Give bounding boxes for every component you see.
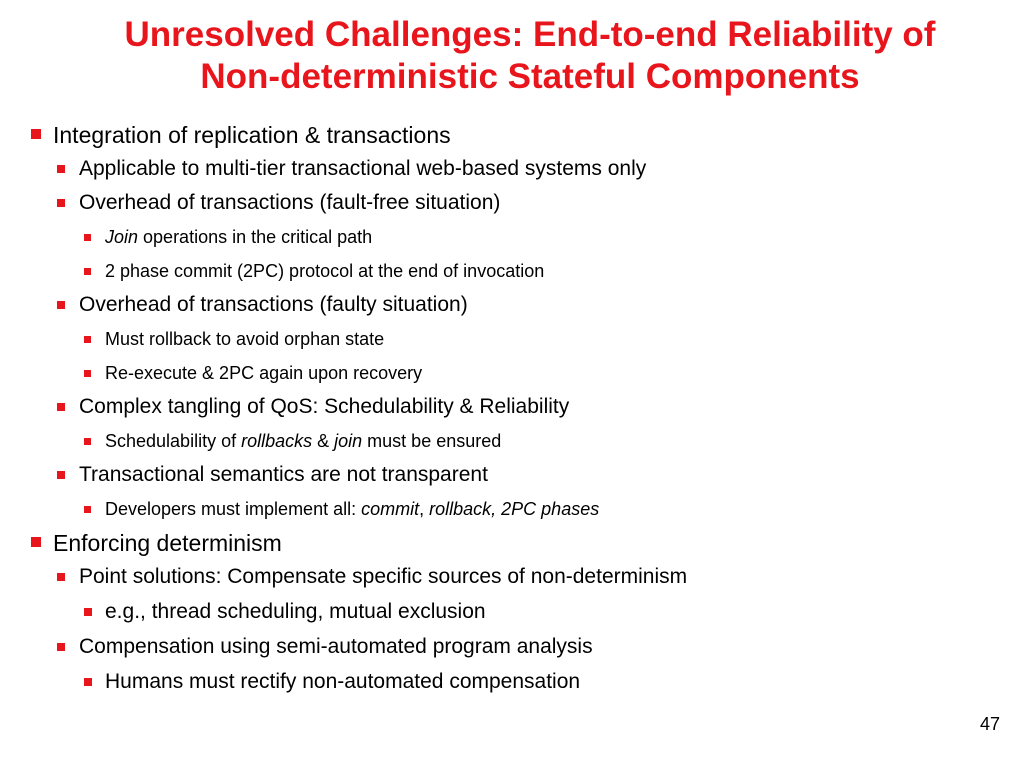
slide-title [60,14,1000,98]
square-bullet-icon [57,165,65,173]
square-bullet-icon [84,268,91,275]
square-bullet-icon [31,129,41,139]
square-bullet-icon [84,506,91,513]
bullet-applicable [28,152,998,186]
bullet-text: Humans must rectify non-automated compensation [105,670,581,693]
bullet-text: Compensation using semi-automated program analysis [79,635,593,658]
bullet-text: Enforcing determinism [53,530,282,556]
bullet-text: , [419,499,430,519]
bullet-text: Schedulability of [105,431,242,451]
bullet-text: & [312,431,335,451]
square-bullet-icon [57,301,65,309]
bullet-developers-must [28,492,998,526]
bullet-text: must be ensured [362,431,502,451]
bullet-text: Integration of replication & transactions [53,122,451,148]
bullet-text: Applicable to multi-tier transactional web-based systems only [79,157,647,180]
bullet-complex-tangling [28,390,998,424]
bullet-compensation-analysis [28,630,998,664]
bullet-text-italic: rollback, 2PC phases [429,499,600,519]
square-bullet-icon [84,438,91,445]
square-bullet-icon [84,336,91,343]
bullet-overhead-fault-free [28,186,998,220]
bullet-text: Developers must implement all: [105,499,362,519]
bullet-text-italic: join [334,431,363,451]
bullet-transactional-semantics [28,458,998,492]
square-bullet-icon [57,643,65,651]
square-bullet-icon [84,370,91,377]
slide-title-line1: Unresolved Challenges: End-to-end Reliability of [124,15,936,54]
square-bullet-icon [31,537,41,547]
bullet-text-italic: Join [105,227,139,247]
bullet-point-solutions [28,560,998,594]
bullet-text-italic: rollbacks [241,431,313,451]
bullet-text: Point solutions: Compensate specific sources of non-determinism [79,565,688,588]
bullet-overhead-faulty [28,288,998,322]
slide-title-line2: Non-deterministic Stateful Components [200,57,860,96]
bullet-2pc-protocol [28,254,998,288]
bullet-text: Transactional semantics are not transparent [79,463,488,486]
bullet-re-execute [28,356,998,390]
square-bullet-icon [57,403,65,411]
bullet-text: Overhead of transactions (fault-free situation) [79,191,501,214]
square-bullet-icon [84,234,91,241]
bullet-enforcing-determinism [28,526,998,560]
square-bullet-icon [57,573,65,581]
page-number: 47 [979,714,1000,734]
square-bullet-icon [57,199,65,207]
bullet-text: e.g., thread scheduling, mutual exclusion [105,600,486,623]
bullet-text-italic: commit [361,499,420,519]
bullet-join-operations [28,220,998,254]
bullet-must-rollback [28,322,998,356]
bullet-eg-thread-scheduling [28,594,998,630]
bullet-list [28,118,998,700]
square-bullet-icon [84,678,92,686]
bullet-text: operations in the critical path [138,227,373,247]
bullet-text: Must rollback to avoid orphan state [105,329,385,349]
bullet-text: 2 phase commit (2PC) protocol at the end of invocation [105,261,545,281]
bullet-humans-rectify [28,664,998,700]
bullet-text: Complex tangling of QoS: Schedulability & Reliability [79,395,570,418]
square-bullet-icon [84,608,92,616]
bullet-text: Re-execute & 2PC again upon recovery [105,363,423,383]
square-bullet-icon [57,471,65,479]
bullet-integration [28,118,998,152]
bullet-schedulability [28,424,998,458]
bullet-text: Overhead of transactions (faulty situation) [79,293,468,316]
